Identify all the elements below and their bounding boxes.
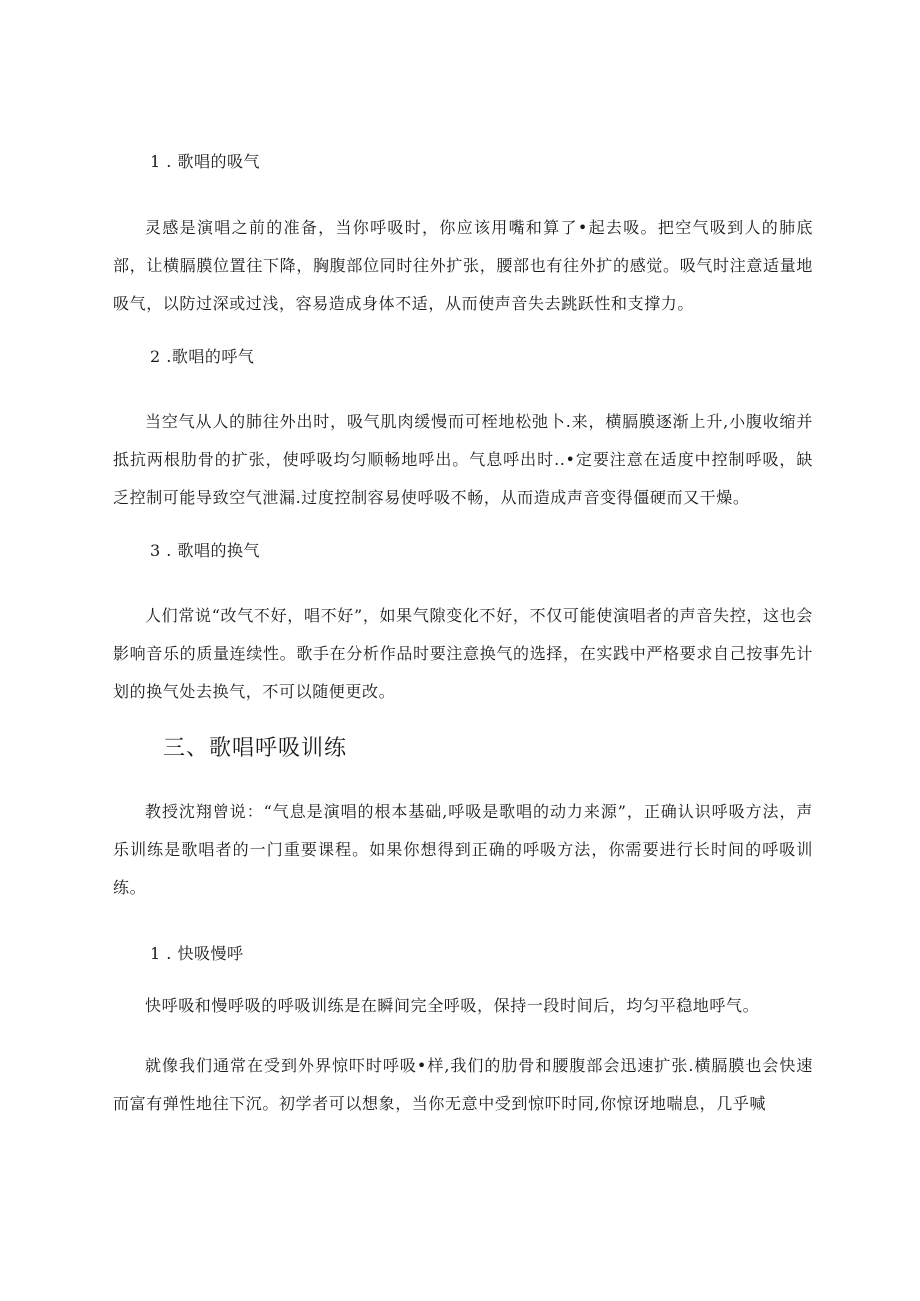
paragraph-exhale-text: 当空气从人的肺往外出时，吸气肌肉缓慢而可桎地松弛卜.来，横膈膜逐渐上升,小腹收缩并抵抗两根肋骨的扩张，使呼吸均匀顺畅地呼出。气息呼出时..•定要注意在适度中控制呼吸，缺乏控制可能导致空气泄漏.过度控制容易使呼吸不畅，从而造成声音变得僵硬而又干燥。 <box>113 412 813 507</box>
paragraph-exhale <box>113 403 813 517</box>
paragraph-training-intro <box>113 793 813 907</box>
subheading-fast-inhale-slow-exhale: 1 . 快吸慢呼 <box>150 944 244 963</box>
paragraph-fast-slow-2-text: 就像我们通常在受到外界惊吓时呼吸•样,我们的肋骨和腰腹部会迅速扩张.横膈膜也会快速而富有弹性地往下沉。初学者可以想象，当你无意中受到惊吓时同,你惊讶地喘息，几乎喊 <box>113 1056 813 1113</box>
paragraph-fast-slow-2 <box>113 1047 813 1123</box>
paragraph-fast-slow-1 <box>113 987 813 1025</box>
paragraph-training-intro-text: 教授沈翔曾说：“气息是演唱的根本基础,呼吸是歌唱的动力来源”，正确认识呼吸方法，声乐训练是歌唱者的一门重要课程。如果你想得到正确的呼吸方法，你需要进行长时间的呼吸训练。 <box>113 802 813 897</box>
paragraph-inhale-text: 灵感是演唱之前的准备，当你呼吸时，你应该用嘴和算了•起去吸。把空气吸到人的肺底部，让横膈膜位置往下降，胸腹部位同时往外扩张，腰部也有往外扩的感觉。吸气时注意适量地吸气，以防过深或过浅，容易造成身体不适，从而使声音失去跳跃性和支撑力。 <box>113 218 813 313</box>
paragraph-inhale <box>113 209 813 323</box>
section-heading-breathing-training: 三、歌唱呼吸训练 <box>163 736 348 761</box>
subheading-exhale: 2 .歌唱的呼气 <box>150 347 255 366</box>
subheading-inhale: 1 . 歌唱的吸气 <box>150 152 260 171</box>
paragraph-fast-slow-1-text: 快呼吸和慢呼吸的呼吸训练是在瞬间完全呼吸，保持一段时间后，均匀平稳地呼气。 <box>145 996 760 1015</box>
paragraph-breath-change <box>113 597 813 711</box>
paragraph-breath-change-text: 人们常说“改气不好，唱不好”，如果气隙变化不好，不仅可能使演唱者的声音失控，这也会影响音乐的质量连续性。歌手在分析作品时要注意换气的选择，在实践中严格要求自己按事先计划的换气处去换气，不可以随便更改。 <box>113 606 813 701</box>
subheading-breath-change: 3 . 歌唱的换气 <box>150 541 260 560</box>
